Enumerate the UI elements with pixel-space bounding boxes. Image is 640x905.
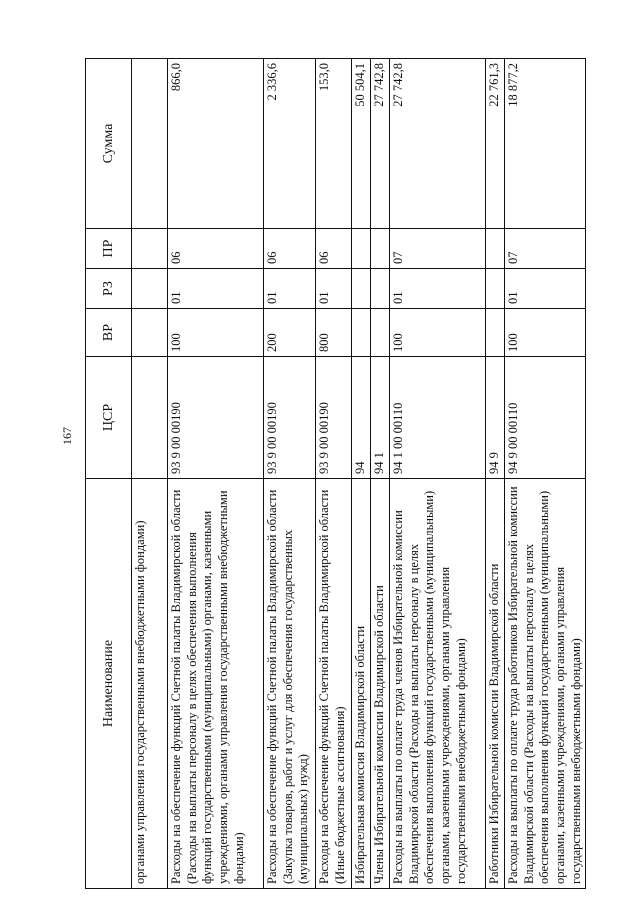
- cell-csr: 94 1 00 00110: [390, 357, 486, 479]
- table-row: [505, 59, 586, 889]
- header-row: [86, 59, 132, 889]
- cell-name: Расходы на обеспечение функций Счетной палаты Владимирской области (Закупка товаров, работ и услуг для обеспечения государственных (муниципальных) нужд): [264, 479, 316, 889]
- header-pr: ПР: [86, 229, 132, 269]
- cell-sum: 27 742,8: [390, 59, 486, 229]
- cell-name: Расходы на выплаты по оплате труда работников Избирательной комиссии Владимирской области (Расходы на выплаты персоналу в целях обеспечения выполнения функций государственными (муниципальными) органами, казенными учреждениями, органами управления государственными внебюджетными фондами): [505, 479, 586, 889]
- cell-csr: 93 9 00 00190: [264, 357, 316, 479]
- cell-sum: [132, 59, 168, 229]
- header-name: Наименование: [86, 479, 132, 889]
- cell-pr: [132, 229, 168, 269]
- cell-vr: 100: [505, 309, 586, 357]
- header-rz: РЗ: [86, 269, 132, 309]
- cell-sum: 866,0: [168, 59, 264, 229]
- cell-rz: 01: [264, 269, 316, 309]
- cell-name: Расходы на обеспечение функций Счетной палаты Владимирской области (Расходы на выплаты персоналу в целях обеспечения выполнения функций государственными (муниципальными) органами, казенными учреждениями, органами управления государственными внебюджетными фондами): [168, 479, 264, 889]
- cell-csr: [132, 357, 168, 479]
- cell-rz: 01: [168, 269, 264, 309]
- cell-pr: [371, 229, 390, 269]
- cell-name: Расходы на обеспечение функций Счетной палаты Владимирской области (Иные бюджетные ассигнования): [316, 479, 352, 889]
- table-row: [264, 59, 316, 889]
- cell-csr: 94: [352, 357, 371, 479]
- cell-vr: [486, 309, 505, 357]
- cell-name: Расходы на выплаты по оплате труда членов Избирательной комиссии Владимирской области (Расходы на выплаты персоналу в целях обеспечения выполнения функций государственными (муниципальными) органами, казенными учреждениями, органами управления государственными внебюджетными фондами): [390, 479, 486, 889]
- cell-pr: 06: [316, 229, 352, 269]
- cell-pr: 06: [168, 229, 264, 269]
- cell-vr: [132, 309, 168, 357]
- cell-rz: [352, 269, 371, 309]
- cell-sum: 153,0: [316, 59, 352, 229]
- cell-sum: 27 742,8: [371, 59, 390, 229]
- table-row: [390, 59, 486, 889]
- table-row: [132, 59, 168, 889]
- cell-pr: 07: [505, 229, 586, 269]
- cell-rz: 01: [390, 269, 486, 309]
- cell-sum: 18 877,2: [505, 59, 586, 229]
- cell-sum: 2 336,6: [264, 59, 316, 229]
- page-number: 167: [60, 427, 74, 445]
- cell-pr: 06: [264, 229, 316, 269]
- cell-pr: [486, 229, 505, 269]
- cell-name: органами управления государственными внебюджетными фондами): [132, 479, 168, 889]
- cell-rz: [486, 269, 505, 309]
- cell-rz: [132, 269, 168, 309]
- header-csr: ЦСР: [86, 357, 132, 479]
- cell-name: Работники Избирательной комиссии Владимирской области: [486, 479, 505, 889]
- cell-csr: 93 9 00 00190: [168, 357, 264, 479]
- cell-pr: 07: [390, 229, 486, 269]
- cell-rz: 01: [505, 269, 586, 309]
- cell-csr: 93 9 00 00190: [316, 357, 352, 479]
- cell-sum: 50 504,1: [352, 59, 371, 229]
- cell-vr: 200: [264, 309, 316, 357]
- rotated-page: [85, 59, 583, 889]
- table-row: [486, 59, 505, 889]
- cell-csr: 94 9 00 00110: [505, 357, 586, 479]
- cell-vr: [352, 309, 371, 357]
- table-row: [371, 59, 390, 889]
- cell-vr: 100: [168, 309, 264, 357]
- cell-rz: 01: [316, 269, 352, 309]
- table-row: [352, 59, 371, 889]
- budget-table: [85, 58, 586, 889]
- cell-csr: 94 9: [486, 357, 505, 479]
- cell-sum: 22 761,3: [486, 59, 505, 229]
- header-vr: ВР: [86, 309, 132, 357]
- cell-vr: [371, 309, 390, 357]
- table-row: [168, 59, 264, 889]
- cell-name: Члены Избирательной комиссии Владимирской области: [371, 479, 390, 889]
- cell-csr: 94 1: [371, 357, 390, 479]
- cell-vr: 800: [316, 309, 352, 357]
- cell-pr: [352, 229, 371, 269]
- cell-rz: [371, 269, 390, 309]
- table-row: [316, 59, 352, 889]
- cell-name: Избирательная комиссия Владимирской области: [352, 479, 371, 889]
- cell-vr: 100: [390, 309, 486, 357]
- header-sum: Сумма: [86, 59, 132, 229]
